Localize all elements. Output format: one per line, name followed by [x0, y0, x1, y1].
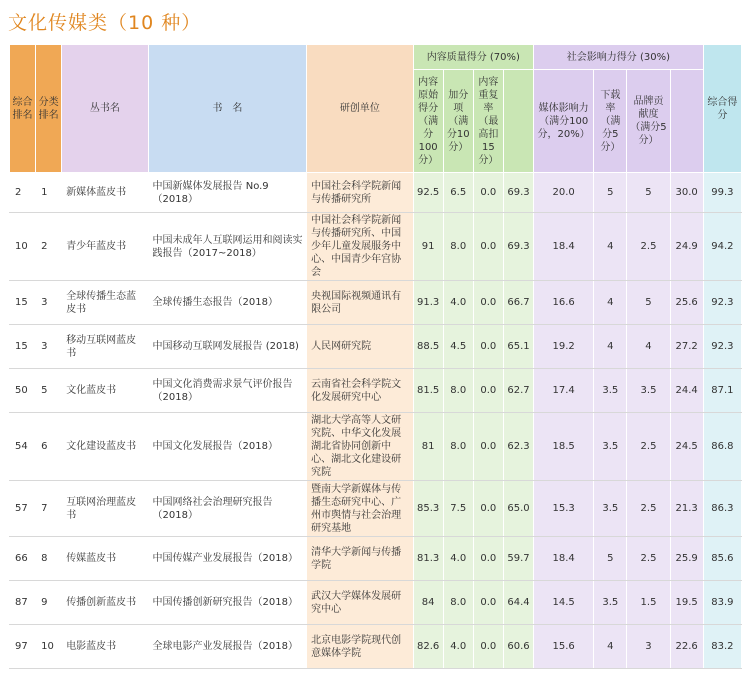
brand-score-cell: 3.5: [627, 369, 670, 413]
content-subtotal-cell: 59.7: [503, 537, 533, 581]
series-name-cell: 新媒体蓝皮书: [62, 173, 148, 213]
social-subtotal-cell: 30.0: [670, 173, 703, 213]
col-header-brand: 品牌贡献度（满分5分）: [627, 70, 670, 173]
media-influence-cell: 19.2: [534, 325, 594, 369]
total-score-cell: 99.3: [703, 173, 741, 213]
social-subtotal-cell: 21.3: [670, 481, 703, 537]
bonus-score-cell: 8.0: [443, 213, 473, 281]
total-score-cell: 92.3: [703, 325, 741, 369]
rank-cell: 57: [10, 481, 36, 537]
brand-score-cell: 2.5: [627, 481, 670, 537]
download-score-cell: 3.5: [594, 369, 627, 413]
social-subtotal-cell: 24.5: [670, 413, 703, 481]
rank-cell: 2: [10, 173, 36, 213]
media-influence-cell: 18.5: [534, 413, 594, 481]
brand-score-cell: 2.5: [627, 413, 670, 481]
download-score-cell: 4: [594, 625, 627, 669]
institution-cell: 中国社会科学院新闻与传播研究所: [307, 173, 413, 213]
table-row: [10, 481, 742, 537]
duplication-score-cell: 0.0: [473, 481, 503, 537]
content-subtotal-cell: 62.3: [503, 413, 533, 481]
col-header-social-subtotal: [670, 70, 703, 173]
brand-score-cell: 5: [627, 281, 670, 325]
book-title-cell: 中国传播创新研究报告（2018）: [148, 581, 307, 625]
category-rank-cell: 2: [36, 213, 62, 281]
original-score-cell: 82.6: [413, 625, 443, 669]
table-row: [10, 281, 742, 325]
download-score-cell: 4: [594, 281, 627, 325]
institution-cell: 中国社会科学院新闻与传播研究所、中国少年儿童发展服务中心、中国青少年宫协会: [307, 213, 413, 281]
rank-cell: 15: [10, 281, 36, 325]
download-score-cell: 3.5: [594, 413, 627, 481]
download-score-cell: 4: [594, 213, 627, 281]
media-influence-cell: 17.4: [534, 369, 594, 413]
institution-cell: 暨南大学新媒体与传播生态研究中心、广州市舆情与社会治理研究基地: [307, 481, 413, 537]
book-title-cell: 中国传媒产业发展报告（2018）: [148, 537, 307, 581]
col-header-bonus: 加分项（满分10分）: [443, 70, 473, 173]
rank-cell: 87: [10, 581, 36, 625]
duplication-score-cell: 0.0: [473, 625, 503, 669]
book-title-cell: 中国新媒体发展报告 No.9（2018）: [148, 173, 307, 213]
media-influence-cell: 14.5: [534, 581, 594, 625]
rank-cell: 10: [10, 213, 36, 281]
original-score-cell: 84: [413, 581, 443, 625]
brand-score-cell: 5: [627, 173, 670, 213]
duplication-score-cell: 0.0: [473, 213, 503, 281]
book-title-cell: 中国文化消费需求景气评价报告（2018）: [148, 369, 307, 413]
col-header-original-score: 内容原始得分（满分100分）: [413, 70, 443, 173]
series-name-cell: 全球传播生态蓝皮书: [62, 281, 148, 325]
social-subtotal-cell: 25.9: [670, 537, 703, 581]
category-rank-cell: 10: [36, 625, 62, 669]
download-score-cell: 5: [594, 537, 627, 581]
col-header-cat-rank: 分类排名: [36, 45, 62, 173]
page-title: 文化传媒类（10 种）: [8, 12, 202, 34]
duplication-score-cell: 0.0: [473, 413, 503, 481]
bonus-score-cell: 7.5: [443, 481, 473, 537]
col-group-social-influence: 社会影响力得分 (30%): [534, 45, 704, 70]
col-header-rank: 综合排名: [10, 45, 36, 173]
book-title-cell: 中国网络社会治理研究报告（2018）: [148, 481, 307, 537]
content-subtotal-cell: 62.7: [503, 369, 533, 413]
original-score-cell: 88.5: [413, 325, 443, 369]
col-header-book: 书 名: [148, 45, 307, 173]
col-group-content-quality: 内容质量得分 (70%): [413, 45, 533, 70]
social-subtotal-cell: 25.6: [670, 281, 703, 325]
bonus-score-cell: 4.0: [443, 537, 473, 581]
original-score-cell: 81.5: [413, 369, 443, 413]
total-score-cell: 83.9: [703, 581, 741, 625]
original-score-cell: 91: [413, 213, 443, 281]
download-score-cell: 5: [594, 173, 627, 213]
table-row: [10, 173, 742, 213]
institution-cell: 央视国际视频通讯有限公司: [307, 281, 413, 325]
category-rank-cell: 8: [36, 537, 62, 581]
table-body: [10, 173, 742, 669]
category-rank-cell: 6: [36, 413, 62, 481]
book-title-cell: 中国未成年人互联网运用和阅读实践报告（2017~2018）: [148, 213, 307, 281]
category-rank-cell: 9: [36, 581, 62, 625]
col-header-institution: 研创单位: [307, 45, 413, 173]
duplication-score-cell: 0.0: [473, 325, 503, 369]
col-header-content-subtotal: [503, 70, 533, 173]
category-rank-cell: 5: [36, 369, 62, 413]
table-row: [10, 369, 742, 413]
media-influence-cell: 16.6: [534, 281, 594, 325]
book-title-cell: 全球电影产业发展报告（2018）: [148, 625, 307, 669]
total-score-cell: 87.1: [703, 369, 741, 413]
brand-score-cell: 2.5: [627, 213, 670, 281]
duplication-score-cell: 0.0: [473, 369, 503, 413]
original-score-cell: 85.3: [413, 481, 443, 537]
social-subtotal-cell: 24.9: [670, 213, 703, 281]
content-subtotal-cell: 60.6: [503, 625, 533, 669]
social-subtotal-cell: 27.2: [670, 325, 703, 369]
original-score-cell: 91.3: [413, 281, 443, 325]
content-subtotal-cell: 65.0: [503, 481, 533, 537]
bonus-score-cell: 8.0: [443, 581, 473, 625]
social-subtotal-cell: 19.5: [670, 581, 703, 625]
content-subtotal-cell: 69.3: [503, 173, 533, 213]
media-influence-cell: 20.0: [534, 173, 594, 213]
series-name-cell: 传播创新蓝皮书: [62, 581, 148, 625]
series-name-cell: 传媒蓝皮书: [62, 537, 148, 581]
bonus-score-cell: 8.0: [443, 369, 473, 413]
duplication-score-cell: 0.0: [473, 281, 503, 325]
total-score-cell: 83.2: [703, 625, 741, 669]
media-influence-cell: 18.4: [534, 537, 594, 581]
total-score-cell: 86.8: [703, 413, 741, 481]
bonus-score-cell: 6.5: [443, 173, 473, 213]
book-title-cell: 全球传播生态报告（2018）: [148, 281, 307, 325]
download-score-cell: 3.5: [594, 581, 627, 625]
brand-score-cell: 2.5: [627, 537, 670, 581]
social-subtotal-cell: 24.4: [670, 369, 703, 413]
content-subtotal-cell: 69.3: [503, 213, 533, 281]
download-score-cell: 4: [594, 325, 627, 369]
category-rank-cell: 3: [36, 281, 62, 325]
brand-score-cell: 4: [627, 325, 670, 369]
rank-cell: 97: [10, 625, 36, 669]
duplication-score-cell: 0.0: [473, 581, 503, 625]
category-rank-cell: 1: [36, 173, 62, 213]
content-subtotal-cell: 66.7: [503, 281, 533, 325]
table-row: [10, 625, 742, 669]
bonus-score-cell: 4.5: [443, 325, 473, 369]
rank-cell: 50: [10, 369, 36, 413]
book-title-cell: 中国文化发展报告（2018）: [148, 413, 307, 481]
category-rank-cell: 7: [36, 481, 62, 537]
institution-cell: 北京电影学院现代创意媒体学院: [307, 625, 413, 669]
media-influence-cell: 15.3: [534, 481, 594, 537]
table-row: [10, 581, 742, 625]
rank-cell: 66: [10, 537, 36, 581]
series-name-cell: 互联网治理蓝皮书: [62, 481, 148, 537]
col-header-duplication: 内容重复率（最高扣15分）: [473, 70, 503, 173]
total-score-cell: 94.2: [703, 213, 741, 281]
series-name-cell: 文化建设蓝皮书: [62, 413, 148, 481]
book-title-cell: 中国移动互联网发展报告 (2018): [148, 325, 307, 369]
category-rank-cell: 3: [36, 325, 62, 369]
table-row: [10, 413, 742, 481]
table-row: [10, 213, 742, 281]
media-influence-cell: 15.6: [534, 625, 594, 669]
series-name-cell: 电影蓝皮书: [62, 625, 148, 669]
brand-score-cell: 3: [627, 625, 670, 669]
original-score-cell: 81.3: [413, 537, 443, 581]
social-subtotal-cell: 22.6: [670, 625, 703, 669]
content-subtotal-cell: 65.1: [503, 325, 533, 369]
total-score-cell: 92.3: [703, 281, 741, 325]
bonus-score-cell: 4.0: [443, 281, 473, 325]
col-header-media-influence: 媒体影响力（满分100分，20%）: [534, 70, 594, 173]
institution-cell: 武汉大学媒体发展研究中心: [307, 581, 413, 625]
media-influence-cell: 18.4: [534, 213, 594, 281]
series-name-cell: 文化蓝皮书: [62, 369, 148, 413]
rank-cell: 54: [10, 413, 36, 481]
institution-cell: 湖北大学高等人文研究院、中华文化发展湖北省协同创新中心、湖北文化建设研究院: [307, 413, 413, 481]
duplication-score-cell: 0.0: [473, 173, 503, 213]
series-name-cell: 移动互联网蓝皮书: [62, 325, 148, 369]
table-row: [10, 537, 742, 581]
series-name-cell: 青少年蓝皮书: [62, 213, 148, 281]
institution-cell: 清华大学新闻与传播学院: [307, 537, 413, 581]
institution-cell: 云南省社会科学院文化发展研究中心: [307, 369, 413, 413]
content-subtotal-cell: 64.4: [503, 581, 533, 625]
total-score-cell: 85.6: [703, 537, 741, 581]
original-score-cell: 81: [413, 413, 443, 481]
rank-cell: 15: [10, 325, 36, 369]
table-row: [10, 325, 742, 369]
download-score-cell: 3.5: [594, 481, 627, 537]
brand-score-cell: 1.5: [627, 581, 670, 625]
institution-cell: 人民网研究院: [307, 325, 413, 369]
bonus-score-cell: 4.0: [443, 625, 473, 669]
total-score-cell: 86.3: [703, 481, 741, 537]
col-header-series: 丛书名: [62, 45, 148, 173]
duplication-score-cell: 0.0: [473, 537, 503, 581]
original-score-cell: 92.5: [413, 173, 443, 213]
bonus-score-cell: 8.0: [443, 413, 473, 481]
ranking-table: [9, 44, 742, 669]
col-header-total: 综合得分: [703, 45, 741, 173]
col-header-download: 下载率（满分5分）: [594, 70, 627, 173]
